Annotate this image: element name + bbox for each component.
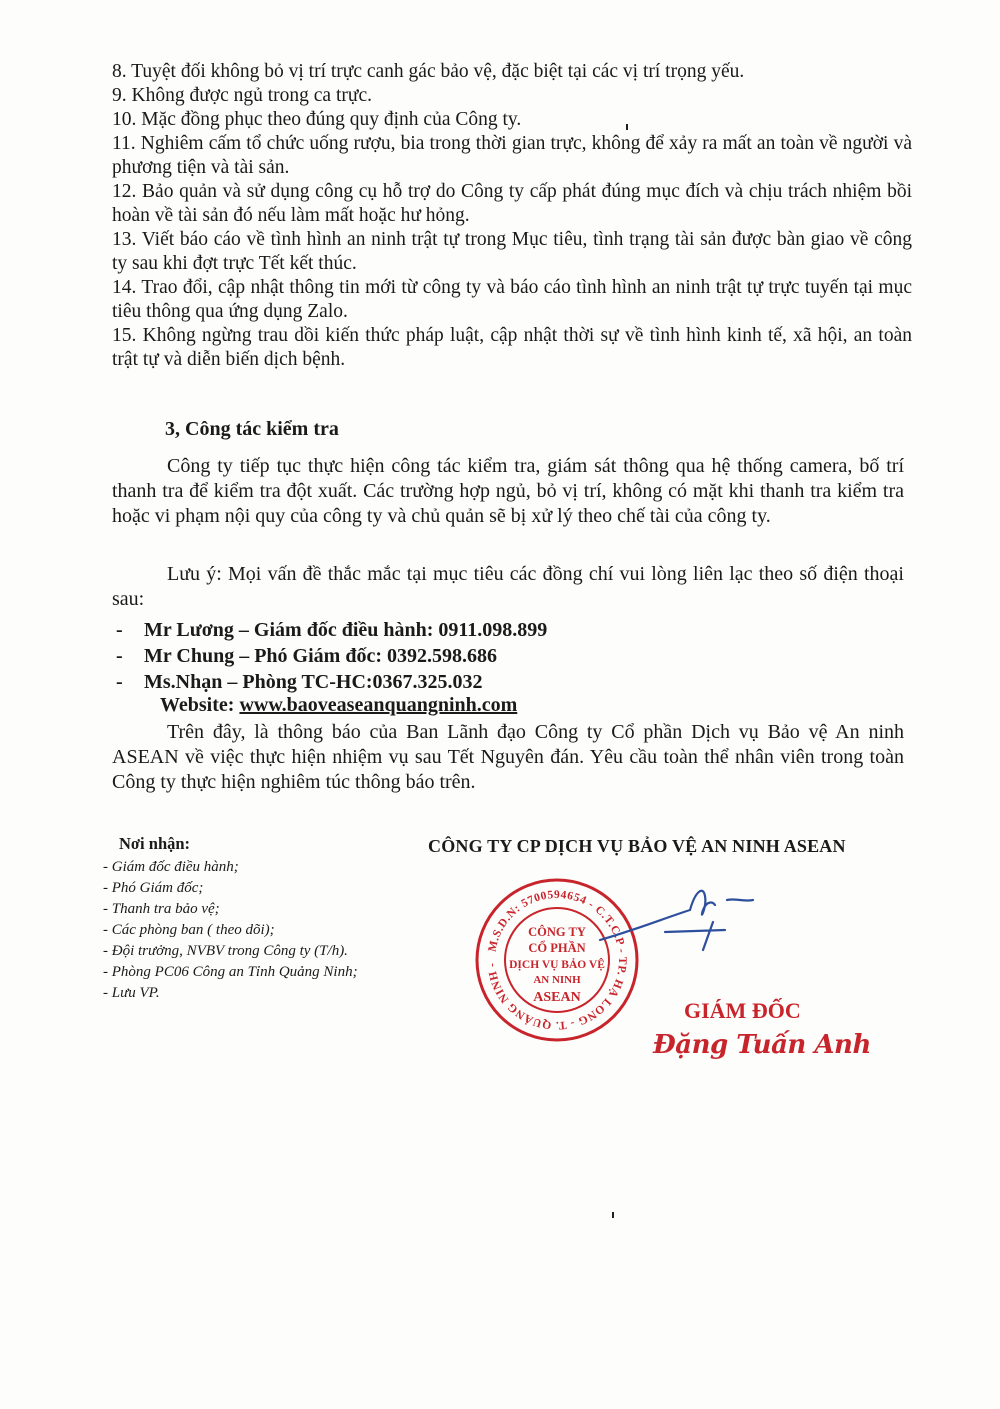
signatory-title: GIÁM ĐỐC [684,998,801,1023]
signature-scribble-icon [595,870,755,960]
rule-item: 15. Không ngừng trau dồi kiến thức pháp luật, cập nhật thời sự về tình hình kinh tế, xã hội, an toàn trật tự và diễn biến dịch bệnh. [112,325,912,370]
rules-list [112,60,912,372]
rule-item: 10. Mặc đồng phục theo đúng quy định của Công ty. [112,109,522,130]
section-title: 3, Công tác kiểm tra [165,418,339,440]
closing-paragraph: Trên đây, là thông báo của Ban Lãnh đạo Công ty Cổ phần Dịch vụ Bảo vệ An ninh ASEAN về việc thực hiện nhiệm vụ sau Tết Nguyên đán. Yêu cầu toàn thể nhân viên trong toàn Công ty thực hiện nghiêm túc thông báo trên. [112,721,904,793]
recipient-item: - Đội trưởng, NVBV trong Công ty (T/h). [103,943,348,959]
recipients-title: Nơi nhận: [119,834,191,853]
svg-text:DỊCH VỤ BẢO VỆ: DỊCH VỤ BẢO VỆ [509,959,605,971]
recipient-item: - Phó Giám đốc; [103,880,204,896]
signatory-name: Đặng Tuấn Anh [653,1030,871,1060]
recipient-item: - Thanh tra bảo vệ; [103,901,220,917]
recipient-item: - Phòng PC06 Công an Tỉnh Quảng Ninh; [103,964,358,980]
rule-item: 14. Trao đổi, cập nhật thông tin mới từ công ty và báo cáo tình hình an ninh trật tự trực tuyến tại mục tiêu thông qua ứng dụng Zalo. [112,277,912,322]
svg-text:AN NINH: AN NINH [533,974,581,986]
contact-item: - Mr Lương – Giám đốc điều hành: 0911.098.899 [116,619,548,641]
contact-item: - Ms.Nhạn – Phòng TC-HC:0367.325.032 [116,671,483,693]
rule-item: 12. Bảo quản và sử dụng công cụ hỗ trợ do Công ty cấp phát đúng mục đích và chịu trách nhiệm bồi hoàn về tài sản đó nếu làm mất hoặc hư hỏng. [112,181,912,226]
svg-text:CỔ PHẦN: CỔ PHẦN [528,941,586,955]
recipient-item: - Lưu VP. [103,985,160,1001]
recipients-block [103,833,358,1004]
website-label: Website: [160,694,240,716]
note-paragraph: Lưu ý: Mọi vấn đề thắc mắc tại mục tiêu các đồng chí vui lòng liên lạc theo số điện thoại sau: [112,563,904,610]
website-link[interactable]: www.baoveaseanquangninh.com [239,694,518,716]
contact-item: - Mr Chung – Phó Giám đốc: 0392.598.686 [116,645,497,667]
rule-item: 11. Nghiêm cấm tổ chức uống rượu, bia trong thời gian trực, không để xảy ra mất an toàn về người và phương tiện và tài sản. [112,133,912,178]
recipient-item: - Các phòng ban ( theo dõi); [103,922,275,938]
svg-text:M.S.D.N: 5700594654 - C.T.C.P: M.S.D.N: 5700594654 - C.T.C.P - TP. HẠ LONG - T. QUẢNG NINH - [486,888,629,1032]
inspection-paragraph: Công ty tiếp tục thực hiện công tác kiểm tra, giám sát thông qua hệ thống camera, bố trí thanh tra để kiểm tra đột xuất. Các trường hợp ngủ, bỏ vị trí, không có mặt khi thanh tra kiểm tra hoặc vi phạm nội quy của công ty và chủ quản sẽ bị xử lý theo chế tài của công ty. [112,455,904,527]
company-name: CÔNG TY CP DỊCH VỤ BẢO VỆ AN NINH ASEAN [428,836,846,856]
scan-speck [626,124,628,130]
rule-item: 9. Không được ngủ trong ca trực. [112,85,372,106]
scan-speck [612,1212,614,1218]
rule-item: 8. Tuyệt đối không bỏ vị trí trực canh gác bảo vệ, đặc biệt tại các vị trí trọng yếu. [112,61,745,82]
contact-list [116,617,547,695]
svg-text:CÔNG TY: CÔNG TY [528,925,586,939]
rule-item: 13. Viết báo cáo về tình hình an ninh trật tự trong Mục tiêu, tình trạng tài sản được bàn giao về công ty sau khi đợt trực Tết kết thúc. [112,229,912,274]
website-line [160,694,517,717]
svg-text:ASEAN: ASEAN [533,990,581,1005]
recipient-item: - Giám đốc điều hành; [103,859,239,875]
